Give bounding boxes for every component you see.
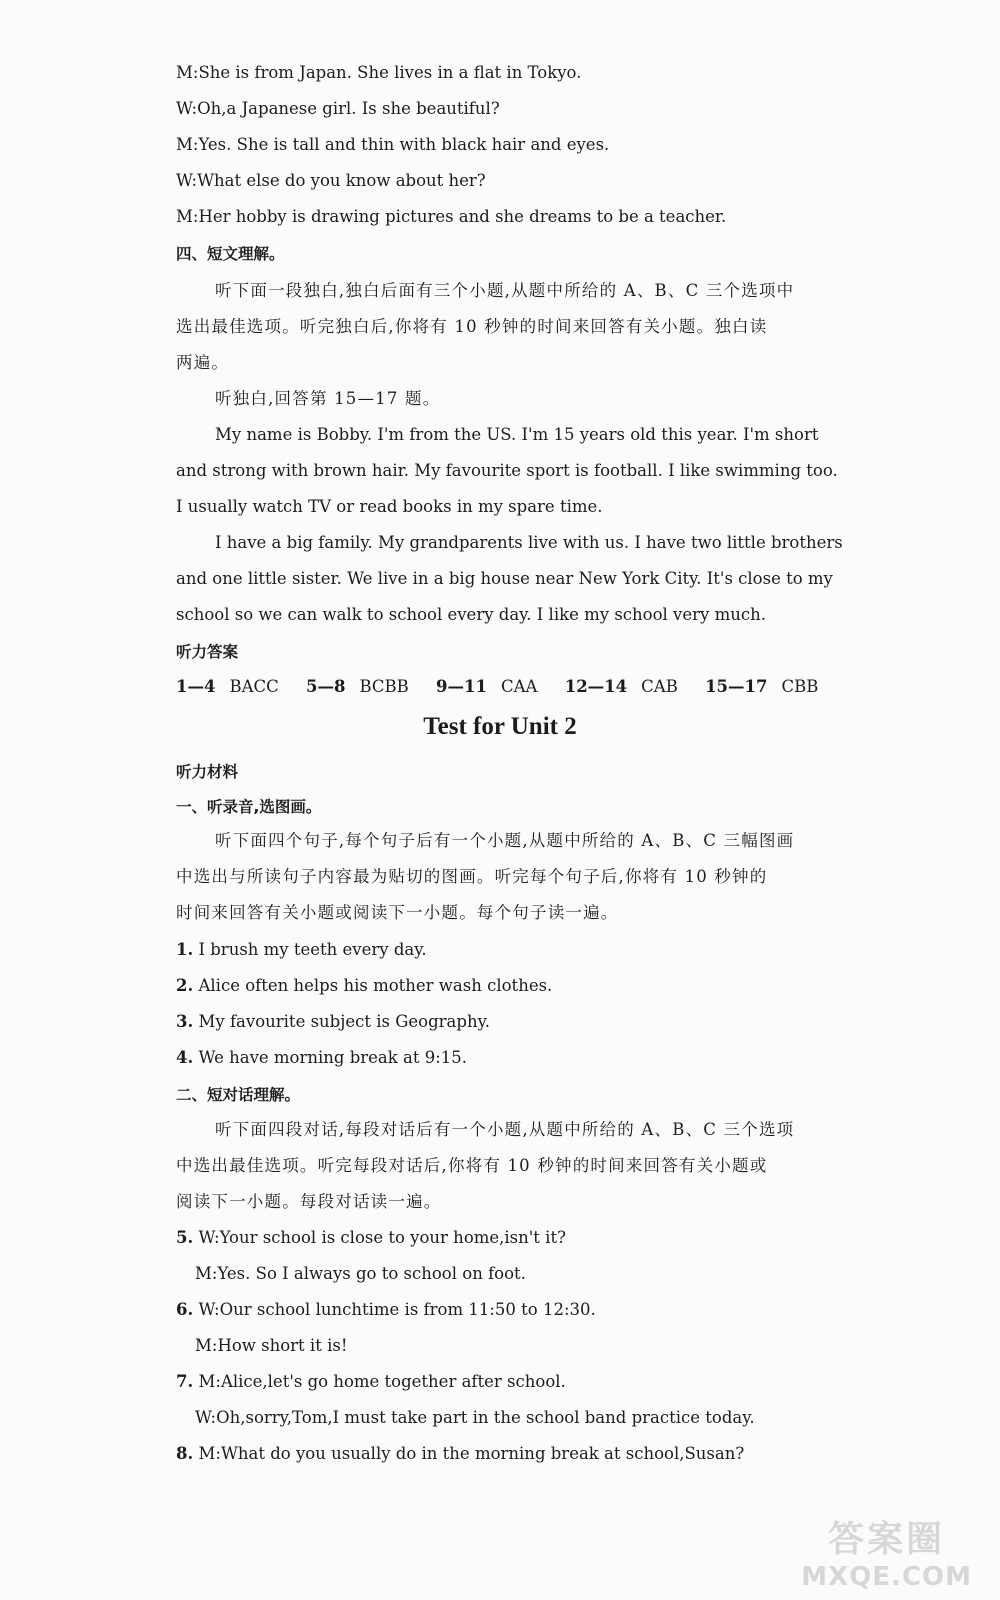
answer-value: CAA — [501, 677, 538, 696]
monologue-line: I usually watch TV or read books in my spare time. — [176, 497, 603, 516]
dialogue-line: M:Yes. So I always go to school on foot. — [195, 1264, 526, 1283]
instruction-line: 两遍。 — [176, 353, 230, 372]
prompt-line: 听独白,回答第 15—17 题。 — [215, 389, 441, 408]
answer-range: 12—14 — [564, 677, 628, 696]
list-item — [176, 938, 810, 962]
instruction-line: 阅读下一小题。每段对话读一遍。 — [176, 1192, 442, 1211]
dialogue-line: W:Your school is close to your home,isn't it? — [198, 1228, 566, 1247]
monologue-line: I have a big family. My grandparents live with us. I have two little brothers — [215, 533, 843, 552]
instruction-line: 听下面一段独白,独白后面有三个小题,从题中所给的 A、B、C 三个选项中 — [215, 281, 795, 300]
dialogue-line: M:She is from Japan. She lives in a flat in Tokyo. — [176, 63, 582, 82]
answer-range: 15—17 — [705, 677, 768, 696]
dialogue-line: M:Alice,let's go home together after school. — [198, 1372, 566, 1391]
answer-value: BCBB — [359, 677, 409, 696]
item-text: Alice often helps his mother wash clothes. — [198, 976, 553, 995]
item-text: We have morning break at 9:15. — [198, 1048, 468, 1067]
item-number: 4. — [176, 1048, 194, 1067]
monologue-line: and one little sister. We live in a big house near New York City. It's close to my — [176, 569, 833, 588]
section-heading: 四、短文理解。 — [176, 245, 285, 263]
answer-range: 1—4 — [176, 677, 216, 696]
item-number: 6. — [176, 1300, 194, 1319]
item-number: 1. — [176, 940, 194, 959]
instruction-line: 听下面四个句子,每个句子后有一个小题,从题中所给的 A、B、C 三幅图画 — [215, 831, 795, 850]
materials-heading: 听力材料 — [176, 763, 239, 781]
answer-value: CAB — [641, 677, 678, 696]
monologue-line: My name is Bobby. I'm from the US. I'm 15 years old this year. I'm short — [215, 425, 819, 444]
dialogue-line: W:Oh,sorry,Tom,I must take part in the school band practice today. — [195, 1408, 755, 1427]
list-item — [176, 1010, 810, 1034]
dialogue-line: W:Oh,a Japanese girl. Is she beautiful? — [176, 99, 500, 118]
item-number: 3. — [176, 1012, 194, 1031]
monologue-line: and strong with brown hair. My favourite sport is football. I like swimming too. — [176, 461, 838, 480]
item-text: I brush my teeth every day. — [198, 940, 427, 959]
dialogue-line: M:Yes. She is tall and thin with black hair and eyes. — [176, 135, 610, 154]
answers-heading: 听力答案 — [176, 643, 239, 661]
item-text: My favourite subject is Geography. — [198, 1012, 490, 1031]
dialogue-line: W:What else do you know about her? — [176, 171, 486, 190]
item-number: 7. — [176, 1372, 194, 1391]
watermark-en: MXQE.COM — [801, 1562, 972, 1592]
watermark-logo — [801, 1511, 972, 1592]
dialogue-line: M:What do you usually do in the morning break at school,Susan? — [198, 1444, 745, 1463]
instruction-line: 时间来回答有关小题或阅读下一小题。每个句子读一遍。 — [176, 903, 619, 922]
instruction-line: 中选出与所读句子内容最为贴切的图画。听完每个句子后,你将有 10 秒钟的 — [176, 867, 768, 886]
section-heading: 一、听录音,选图画。 — [176, 798, 322, 816]
watermark-cn: 答案圈 — [828, 1519, 946, 1560]
dialogue-item — [176, 1370, 810, 1394]
dialogue-item — [176, 1442, 810, 1466]
dialogue-line: M:Her hobby is drawing pictures and she dreams to be a teacher. — [176, 207, 727, 226]
item-number: 5. — [176, 1228, 194, 1247]
list-item — [176, 974, 810, 998]
answer-range: 9—11 — [436, 677, 487, 696]
item-number: 2. — [176, 976, 194, 995]
answer-value: BACC — [229, 677, 279, 696]
dialogue-line: M:How short it is! — [195, 1336, 348, 1355]
monologue-line: school so we can walk to school every day. I like my school very much. — [176, 605, 766, 624]
instruction-line: 中选出最佳选项。听完每段对话后,你将有 10 秒钟的时间来回答有关小题或 — [176, 1156, 768, 1175]
section-heading: 二、短对话理解。 — [176, 1086, 301, 1104]
item-number: 8. — [176, 1444, 194, 1463]
list-item — [176, 1046, 810, 1070]
answer-value: CBB — [781, 677, 819, 696]
instruction-line: 听下面四段对话,每段对话后有一个小题,从题中所给的 A、B、C 三个选项 — [215, 1120, 795, 1139]
instruction-line: 选出最佳选项。听完独白后,你将有 10 秒钟的时间来回答有关小题。独白读 — [176, 317, 768, 336]
dialogue-item — [176, 1298, 810, 1322]
dialogue-line: W:Our school lunchtime is from 11:50 to 12:30. — [198, 1300, 596, 1319]
dialogue-item — [176, 1226, 810, 1250]
answer-key — [176, 675, 819, 699]
answer-range: 5—8 — [306, 677, 346, 696]
page-title: Test for Unit 2 — [423, 713, 577, 740]
